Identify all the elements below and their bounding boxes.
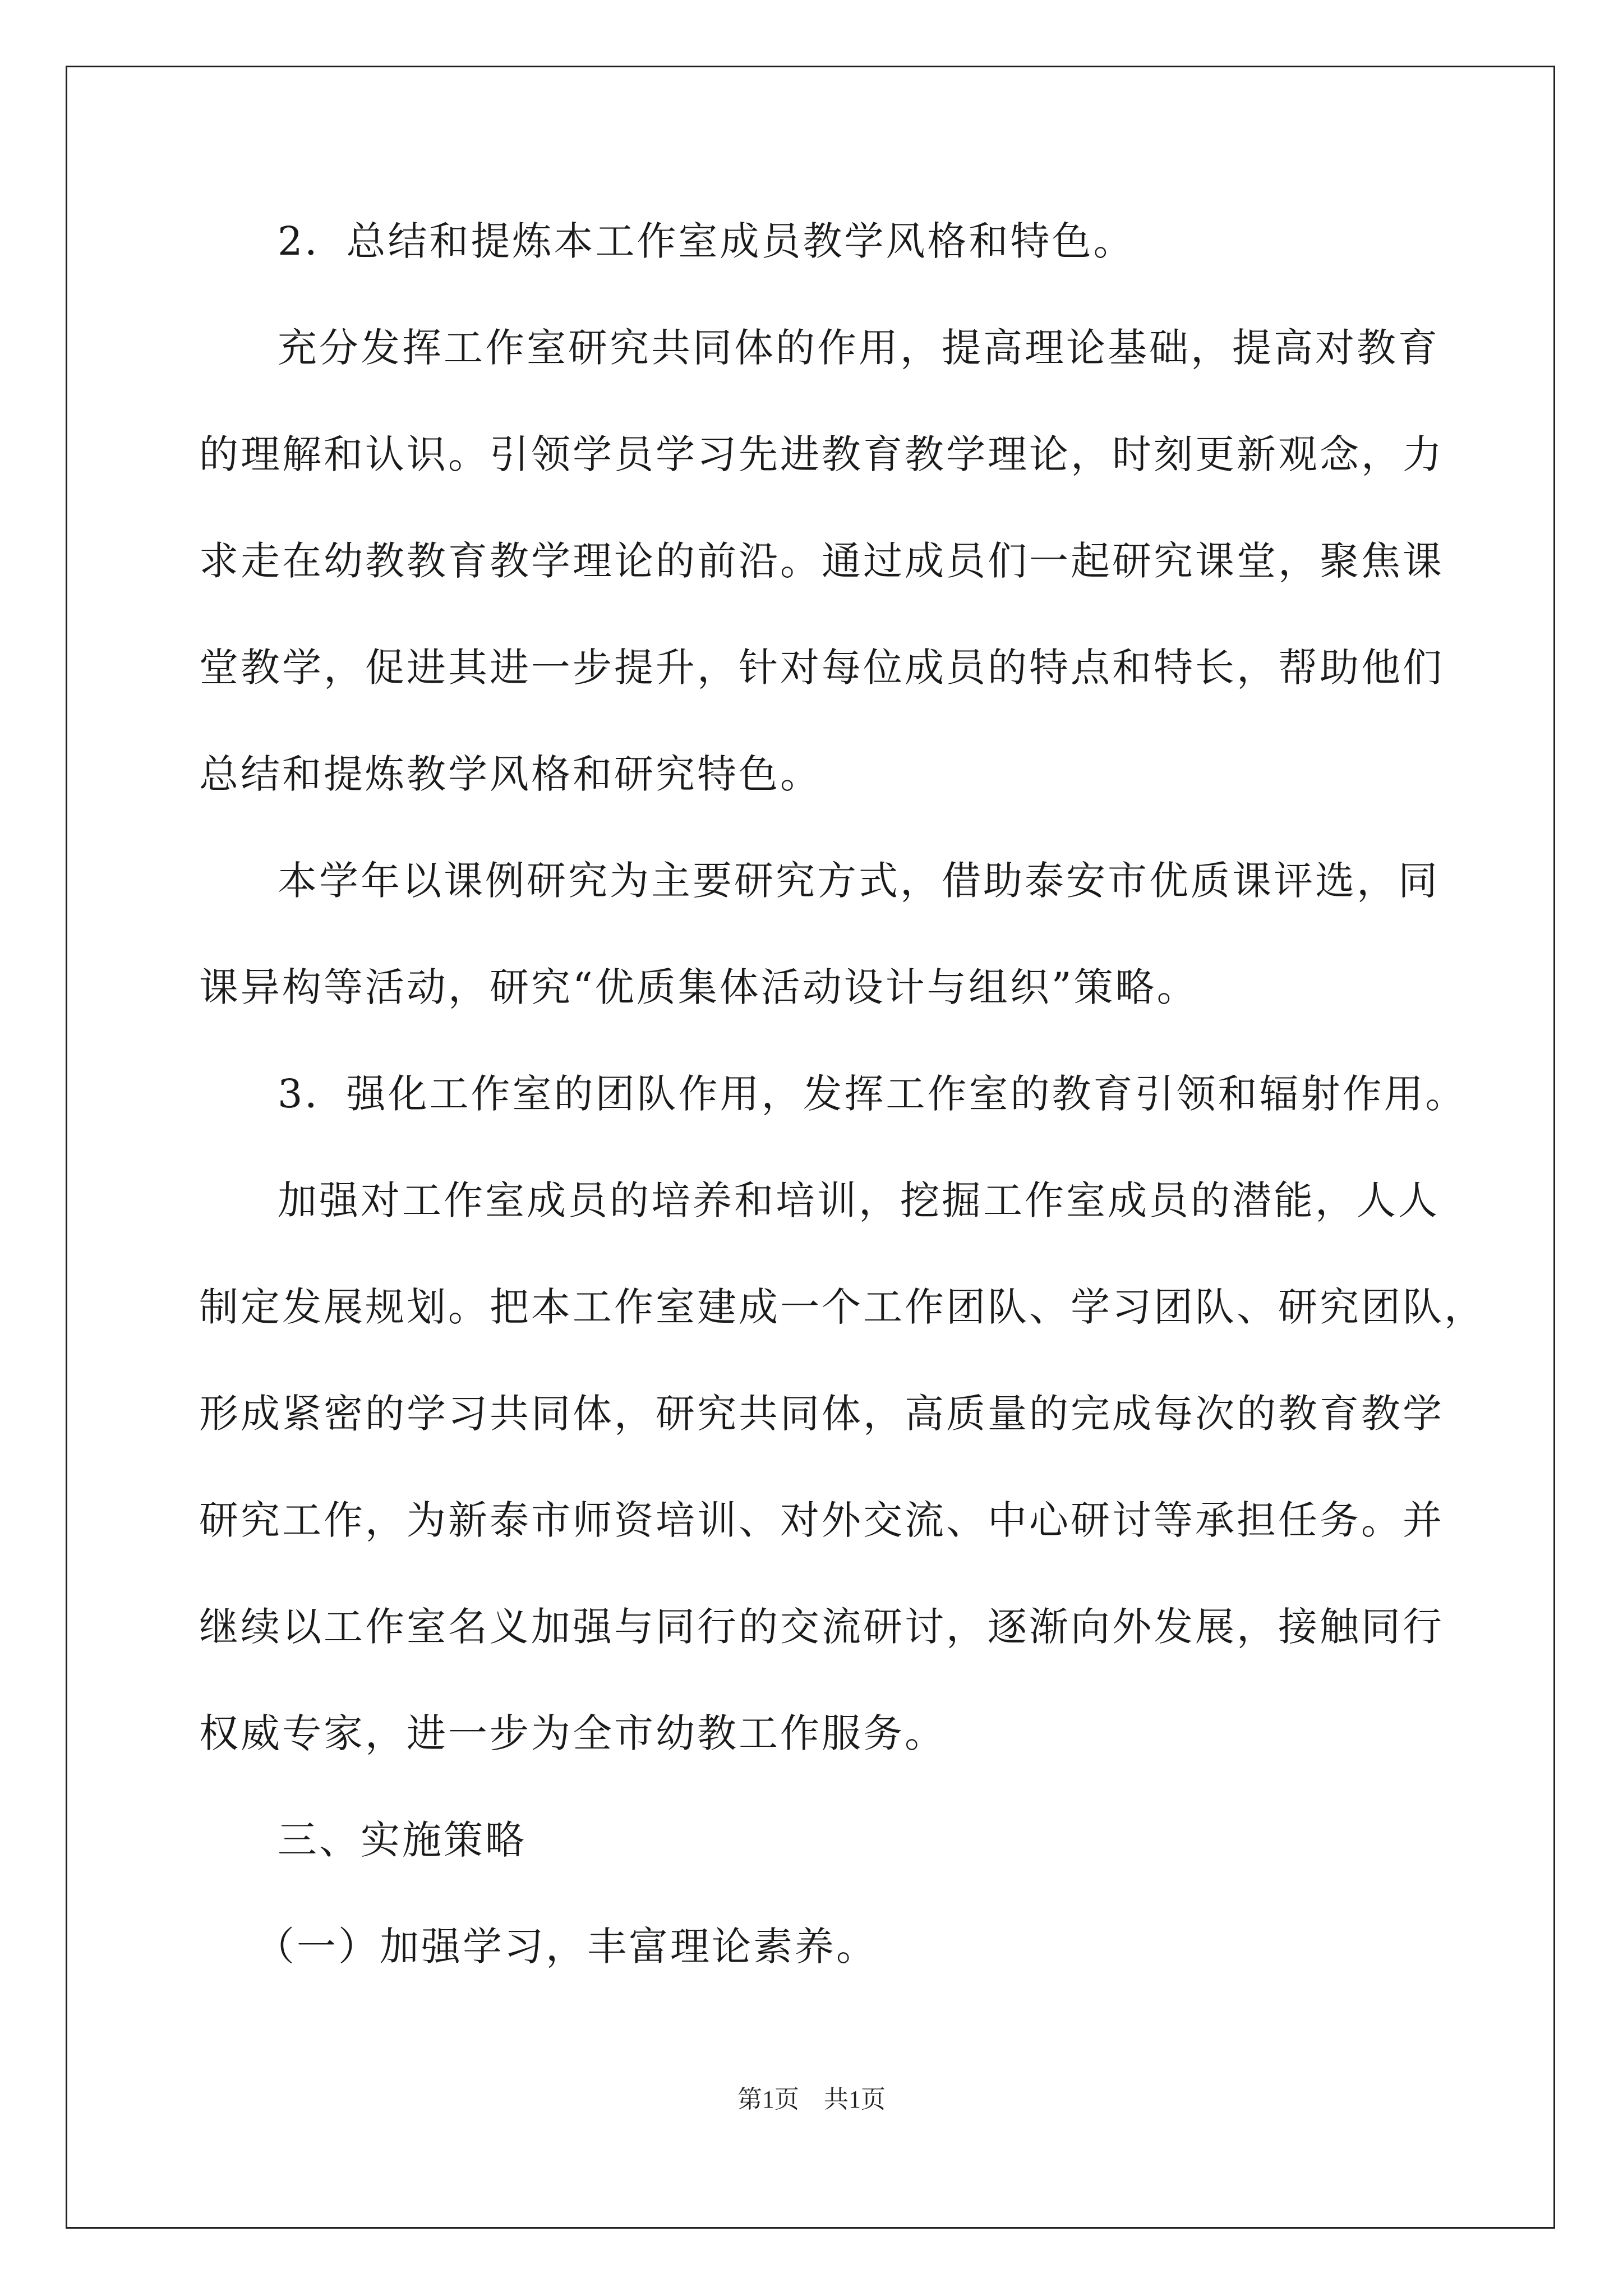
paragraph-line: 的理解和认识。引领学员学习先进教育教学理论，时刻更新观念，力 (199, 431, 1444, 477)
paragraph-line: 总结和提炼教学风格和研究特色。 (199, 751, 822, 797)
paragraph-line: 制定发展规划。把本工作室建成一个工作团队、学习团队、研究团队， (199, 1284, 1486, 1330)
paragraph-line: 课异构等活动，研究“优质集体活动设计与组织”策略。 (199, 964, 1198, 1010)
paragraph-line: 充分发挥工作室研究共同体的作用，提高理论基础，提高对教育 (278, 325, 1440, 371)
section-heading: 三、实施策略 (278, 1817, 527, 1863)
paragraph-line: 加强对工作室成员的培养和培训，挖掘工作室成员的潜能，人人 (278, 1177, 1440, 1223)
page-border (66, 66, 1555, 2229)
paragraph-line: 堂教学，促进其进一步提升，针对每位成员的特点和特长，帮助他们 (199, 645, 1444, 691)
paragraph-line: 研究工作，为新泰市师资培训、对外交流、中心研讨等承担任务。并 (199, 1497, 1444, 1543)
heading-item-3: 3．强化工作室的团队作用，发挥工作室的教育引领和辐射作用。 (278, 1071, 1467, 1117)
paragraph-line: 形成紧密的学习共同体，研究共同体，高质量的完成每次的教育教学 (199, 1391, 1444, 1437)
page-number-footer: 第1页 共1页 (737, 2086, 886, 2113)
paragraph-line: 权威专家，进一步为全市幼教工作服务。 (199, 1710, 946, 1756)
paragraph-line: 继续以工作室名义加强与同行的交流研讨，逐渐向外发展，接触同行 (199, 1604, 1444, 1650)
paragraph-line: 本学年以课例研究为主要研究方式，借助泰安市优质课评选，同 (278, 858, 1440, 904)
paragraph-line: 求走在幼教教育教学理论的前沿。通过成员们一起研究课堂，聚焦课 (199, 538, 1444, 584)
heading-item-2: 2．总结和提炼本工作室成员教学风格和特色。 (278, 218, 1135, 264)
subsection-heading: （一）加强学习，丰富理论素养。 (255, 1924, 878, 1970)
